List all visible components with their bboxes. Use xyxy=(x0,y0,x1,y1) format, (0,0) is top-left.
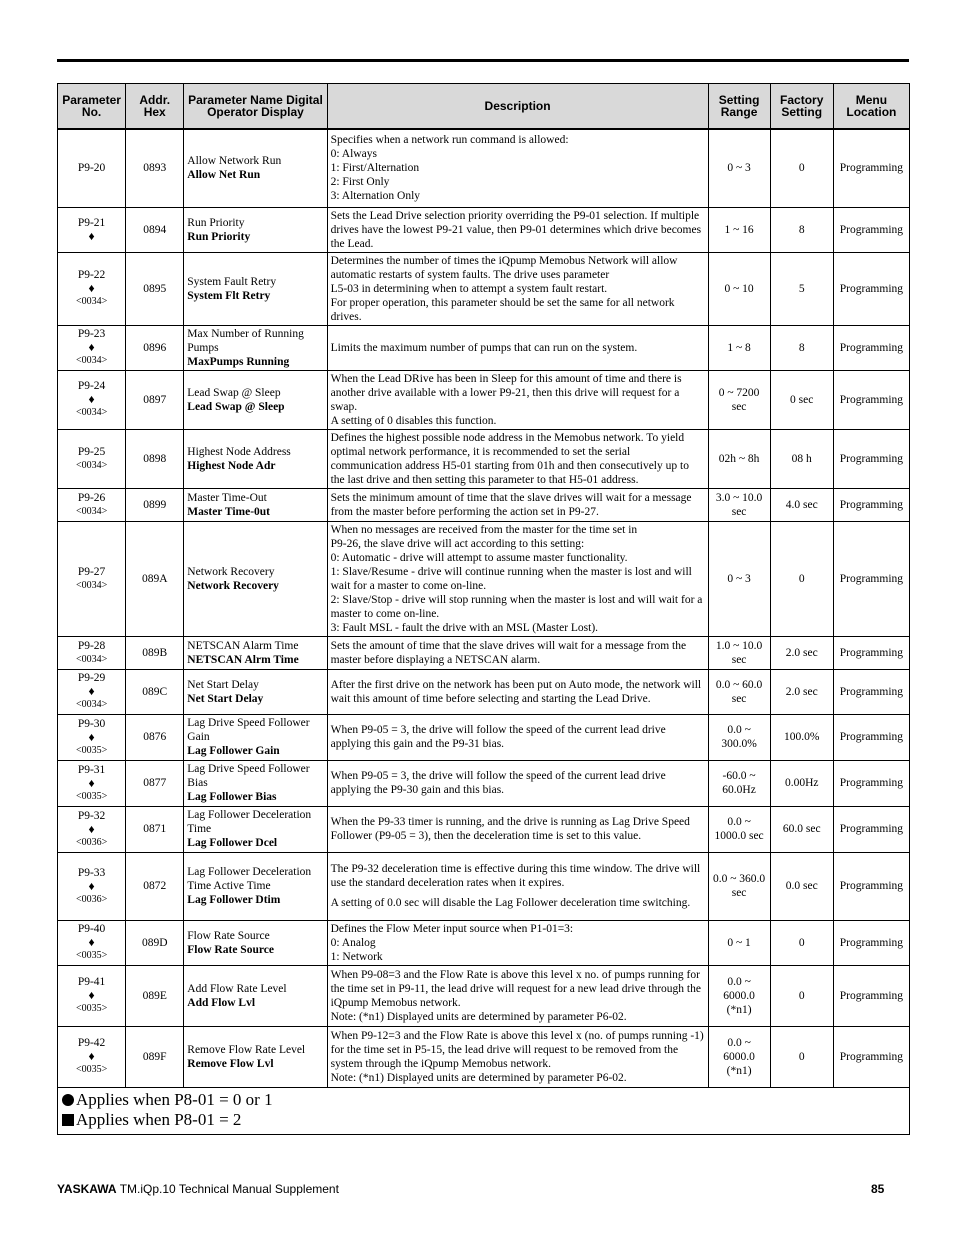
operator-display: Network Recovery xyxy=(187,579,279,592)
table-row xyxy=(58,325,910,370)
description-line: Limits the maximum number of pumps that can run on the system. xyxy=(330,341,638,354)
legend-line-2 xyxy=(62,1110,905,1130)
description-cell xyxy=(327,1026,708,1087)
name-cell xyxy=(184,325,327,370)
param-name: Lead Swap @ Sleep xyxy=(187,386,281,399)
footer-manual-title xyxy=(57,1182,339,1196)
param-cell xyxy=(58,521,126,636)
name-cell xyxy=(184,920,327,965)
param-name: Add Flow Rate Level xyxy=(187,982,287,995)
diamond-icon: ♦ xyxy=(88,775,95,790)
param-number: P9-21 xyxy=(77,217,106,229)
operator-display: Net Start Delay xyxy=(187,692,264,705)
table-row xyxy=(58,965,910,1026)
param-name: Max Number of Running Pumps xyxy=(187,327,304,354)
operator-display: Flow Rate Source xyxy=(187,943,274,956)
param-code: <0036> xyxy=(75,893,108,905)
table-row xyxy=(58,714,910,760)
operator-display: Allow Net Run xyxy=(187,169,261,182)
description-line: A setting of 0.0 sec will disable the Lag Follower deceleration time switching. xyxy=(330,897,691,909)
operator-display: Lag Follower Bias xyxy=(187,791,277,803)
diamond-icon: ♦ xyxy=(88,340,95,354)
description-line: When P9-08=3 and the Flow Rate is above this level x no. of pumps running for the time set in P9-11, the lead drive will request for a new lead drive through the iQpump Memobus network. xyxy=(330,968,701,1009)
operator-display: Lag Follower Gain xyxy=(187,745,280,757)
param-name: Highest Node Address xyxy=(187,445,291,458)
factory-setting-cell: 0 xyxy=(770,1026,833,1087)
param-cell xyxy=(58,714,126,760)
setting-range-cell: 0.0 ~ 6000.0 (*n1) xyxy=(708,1026,770,1087)
param-name: Network Recovery xyxy=(187,565,275,578)
factory-setting-cell: 100.0% xyxy=(770,714,833,760)
addr-cell: 089B xyxy=(126,636,184,669)
param-number: P9-28 xyxy=(77,639,106,652)
param-number: P9-40 xyxy=(77,923,106,935)
footer-brand: YASKAWA xyxy=(57,1182,117,1196)
name-cell xyxy=(184,760,327,806)
header-description: Description xyxy=(327,84,708,130)
menu-location-cell: Programming xyxy=(833,636,909,669)
setting-range-cell: 0 ~ 3 xyxy=(708,521,770,636)
param-number: P9-33 xyxy=(77,866,106,879)
param-cell xyxy=(58,636,126,669)
param-cell xyxy=(58,669,126,714)
param-cell xyxy=(58,370,126,429)
description-cell xyxy=(327,370,708,429)
name-cell xyxy=(184,370,327,429)
table-row xyxy=(58,636,910,669)
factory-setting-cell: 08 h xyxy=(770,429,833,488)
factory-setting-cell: 4.0 sec xyxy=(770,488,833,521)
diamond-icon: ♦ xyxy=(88,229,95,243)
diamond-icon: ♦ xyxy=(88,821,95,836)
table-row xyxy=(58,207,910,252)
name-cell xyxy=(184,488,327,521)
diamond-icon: ♦ xyxy=(88,729,95,744)
menu-location-cell: Programming xyxy=(833,370,909,429)
menu-location-cell: Programming xyxy=(833,207,909,252)
header-addr-hex: Addr. Hex xyxy=(126,84,184,130)
param-number: P9-24 xyxy=(77,380,106,392)
param-name: Flow Rate Source xyxy=(187,929,270,942)
addr-cell: 0876 xyxy=(126,714,184,760)
param-number: P9-20 xyxy=(77,162,106,175)
table-row xyxy=(58,429,910,488)
menu-location-cell: Programming xyxy=(833,429,909,488)
description-line: Defines the Flow Meter input source when P1-01=3: xyxy=(330,922,574,935)
setting-range-cell: 0 ~ 3 xyxy=(708,129,770,207)
name-cell xyxy=(184,429,327,488)
description-cell xyxy=(327,760,708,806)
param-number: P9-27 xyxy=(77,565,106,578)
setting-range-cell: 1 ~ 16 xyxy=(708,207,770,252)
factory-setting-cell: 2.0 sec xyxy=(770,636,833,669)
param-number: P9-41 xyxy=(77,976,106,988)
table-row xyxy=(58,1026,910,1087)
description-line: 0: Always xyxy=(330,148,377,161)
diamond-icon: ♦ xyxy=(88,988,95,1002)
name-cell xyxy=(184,207,327,252)
description-line: Specifies when a network run command is allowed: xyxy=(330,134,569,147)
operator-display: Master Time-0ut xyxy=(187,505,271,518)
legend-line-1 xyxy=(62,1090,905,1110)
param-name: Lag Drive Speed Follower Gain xyxy=(187,717,310,743)
name-cell xyxy=(184,852,327,920)
table-row xyxy=(58,129,910,207)
menu-location-cell: Programming xyxy=(833,806,909,852)
diamond-icon: ♦ xyxy=(88,935,95,949)
operator-display: Highest Node Adr xyxy=(187,459,276,472)
description-cell xyxy=(327,207,708,252)
setting-range-cell: 0 ~ 10 xyxy=(708,252,770,325)
description-line: Defines the highest possible node address in the Memobus network. To yield optimal network performance, it is recommended to set the serial communication address H5-01 starting from 01h and then consecutively up to the last drive and then setting this parameter to that H5-01 address. xyxy=(330,431,689,486)
filled-circle-icon xyxy=(62,1094,74,1106)
addr-cell: 0899 xyxy=(126,488,184,521)
param-cell xyxy=(58,129,126,207)
table-row xyxy=(58,669,910,714)
param-cell xyxy=(58,207,126,252)
description-cell xyxy=(327,806,708,852)
description-cell xyxy=(327,636,708,669)
table-row xyxy=(58,488,910,521)
table-row xyxy=(58,370,910,429)
page-number: 85 xyxy=(871,1182,885,1196)
description-line: 1: Slave/Resume - drive will continue running when the master is lost and will wait for a master to come on-line. xyxy=(330,565,692,592)
param-cell xyxy=(58,325,126,370)
description-cell xyxy=(327,669,708,714)
menu-location-cell: Programming xyxy=(833,852,909,920)
operator-display: Remove Flow Lvl xyxy=(187,1057,274,1070)
header-setting-range: Setting Range xyxy=(708,84,770,130)
param-code: <0034> xyxy=(75,699,108,710)
name-cell xyxy=(184,1026,327,1087)
description-cell xyxy=(327,252,708,325)
footer-title: TM.iQp.10 Technical Manual Supplement xyxy=(116,1182,339,1196)
description-cell xyxy=(327,325,708,370)
param-number: P9-42 xyxy=(77,1037,106,1049)
menu-location-cell: Programming xyxy=(833,521,909,636)
description-line: Sets the Lead Drive selection priority overriding the P9-01 selection. If multiple drives have the lowest P9-21 value, then P9-01 determines which drive becomes the Lead. xyxy=(330,209,702,250)
legend-cell xyxy=(58,1087,910,1134)
operator-display: Lag Follower Dcel xyxy=(187,837,278,849)
description-cell xyxy=(327,429,708,488)
setting-range-cell: 02h ~ 8h xyxy=(708,429,770,488)
param-code: <0035> xyxy=(75,1003,108,1014)
addr-cell: 089C xyxy=(126,669,184,714)
addr-cell: 0872 xyxy=(126,852,184,920)
param-cell xyxy=(58,760,126,806)
param-name: Lag Drive Speed Follower Bias xyxy=(187,763,310,789)
addr-cell: 0896 xyxy=(126,325,184,370)
menu-location-cell: Programming xyxy=(833,252,909,325)
description-cell xyxy=(327,521,708,636)
param-code: <0034> xyxy=(75,355,108,366)
param-name: Remove Flow Rate Level xyxy=(187,1043,306,1056)
factory-setting-cell: 8 xyxy=(770,325,833,370)
description-line: P9-26, the slave drive will act according to this setting: xyxy=(330,537,585,550)
param-cell xyxy=(58,806,126,852)
name-cell xyxy=(184,806,327,852)
description-line: 1: Network xyxy=(330,950,383,963)
description-line: 2: First Only xyxy=(330,176,390,189)
filled-square-icon xyxy=(62,1114,74,1126)
description-line: Determines the number of times the iQpump Memobus Network will allow automatic restarts of system faults. The drive uses parameter xyxy=(330,254,678,281)
menu-location-cell: Programming xyxy=(833,129,909,207)
param-code: <0035> xyxy=(75,790,108,802)
setting-range-cell: 0.0 ~ 60.0 sec xyxy=(708,669,770,714)
param-number: P9-30 xyxy=(77,717,106,730)
addr-cell: 0871 xyxy=(126,806,184,852)
name-cell xyxy=(184,129,327,207)
operator-display: Add Flow Lvl xyxy=(187,996,256,1009)
factory-setting-cell: 0 xyxy=(770,129,833,207)
description-line: 1: First/Alternation xyxy=(330,162,420,175)
menu-location-cell: Programming xyxy=(833,760,909,806)
setting-range-cell: 0 ~ 1 xyxy=(708,920,770,965)
operator-display: Run Priority xyxy=(187,230,251,243)
menu-location-cell: Programming xyxy=(833,325,909,370)
setting-range-cell: 0.0 ~ 300.0% xyxy=(708,714,770,760)
menu-location-cell: Programming xyxy=(833,488,909,521)
operator-display: System Flt Retry xyxy=(187,289,271,302)
description-cell xyxy=(327,920,708,965)
diamond-icon: ♦ xyxy=(88,684,95,698)
description-cell xyxy=(327,488,708,521)
menu-location-cell: Programming xyxy=(833,714,909,760)
legend-text-2: Applies when P8-01 = 2 xyxy=(76,1109,242,1129)
addr-cell: 0898 xyxy=(126,429,184,488)
param-cell xyxy=(58,429,126,488)
description-line: A setting of 0 disables this function. xyxy=(330,414,497,427)
description-cell xyxy=(327,129,708,207)
addr-cell: 089A xyxy=(126,521,184,636)
description-line: When P9-12=3 and the Flow Rate is above this level x (no. of pumps running -1) for the time set in P5-15, the lead drive will request to be removed from the system through the iQpump Memobus network. xyxy=(330,1029,704,1070)
addr-cell: 089F xyxy=(126,1026,184,1087)
table-row xyxy=(58,252,910,325)
param-name: Master Time-Out xyxy=(187,491,267,504)
table-row xyxy=(58,920,910,965)
legend-row xyxy=(58,1087,910,1134)
description-cell xyxy=(327,714,708,760)
param-name: System Fault Retry xyxy=(187,275,277,288)
header-parameter-name: Parameter Name Digital Operator Display xyxy=(184,84,327,130)
addr-cell: 0897 xyxy=(126,370,184,429)
param-name: Lag Follower Deceleration Time Active Time xyxy=(187,866,312,892)
menu-location-cell: Programming xyxy=(833,920,909,965)
param-code: <0035> xyxy=(75,950,108,961)
description-line: 2: Slave/Stop - drive will stop running when the master is lost and will wait for a master to come on-line. xyxy=(330,593,703,620)
description-line: Note: (*n1) Displayed units are determined by parameter P6-02. xyxy=(330,1071,627,1084)
param-cell xyxy=(58,852,126,920)
param-cell xyxy=(58,252,126,325)
legend-text-1: Applies when P8-01 = 0 or 1 xyxy=(76,1089,273,1109)
param-code: <0034> xyxy=(75,505,108,517)
parameter-table xyxy=(57,83,910,1135)
factory-setting-cell: 0.00Hz xyxy=(770,760,833,806)
description-line: When P9-05 = 3, the drive will follow the speed of the current lead drive applying this gain and the P9-31 bias. xyxy=(330,724,666,750)
setting-range-cell: 3.0 ~ 10.0 sec xyxy=(708,488,770,521)
description-cell xyxy=(327,852,708,920)
diamond-icon: ♦ xyxy=(88,1049,95,1063)
param-code: <0034> xyxy=(75,407,108,418)
factory-setting-cell: 2.0 sec xyxy=(770,669,833,714)
operator-display: NETSCAN Alrm Time xyxy=(187,653,299,666)
description-line: Note: (*n1) Displayed units are determined by parameter P6-02. xyxy=(330,1010,627,1023)
setting-range-cell: 0.0 ~ 1000.0 sec xyxy=(708,806,770,852)
diamond-icon: ♦ xyxy=(88,281,95,295)
param-name: Lag Follower Deceleration Time xyxy=(187,809,312,835)
menu-location-cell: Programming xyxy=(833,1026,909,1087)
param-number: P9-29 xyxy=(77,672,106,684)
param-number: P9-32 xyxy=(77,809,106,822)
description-line: The P9-32 deceleration time is effective during this time window. The drive will use the standard deceleration rates when it expires. xyxy=(330,863,701,889)
param-number: P9-25 xyxy=(77,445,106,458)
factory-setting-cell: 8 xyxy=(770,207,833,252)
param-number: P9-22 xyxy=(77,269,106,281)
factory-setting-cell: 0 xyxy=(770,521,833,636)
param-cell xyxy=(58,1026,126,1087)
param-code: <0035> xyxy=(75,744,108,756)
operator-display: Lag Follower Dtim xyxy=(187,894,281,906)
table-row xyxy=(58,521,910,636)
header-parameter-no: Parameter No. xyxy=(58,84,126,130)
param-code: <0034> xyxy=(75,296,108,307)
factory-setting-cell: 5 xyxy=(770,252,833,325)
table-row xyxy=(58,806,910,852)
description-line: 3: Fault MSL - fault the drive with an MSL (Master Lost). xyxy=(330,621,599,634)
addr-cell: 0877 xyxy=(126,760,184,806)
setting-range-cell: 0.0 ~ 360.0 sec xyxy=(708,852,770,920)
param-cell xyxy=(58,920,126,965)
description-line: When the Lead DRive has been in Sleep for this amount of time and there is another drive available with a lower P9-21, then this drive will request for a swap. xyxy=(330,372,682,413)
description-line: 3: Alternation Only xyxy=(330,190,421,203)
param-name: Net Start Delay xyxy=(187,678,259,691)
name-cell xyxy=(184,965,327,1026)
table-row xyxy=(58,852,910,920)
param-number: P9-26 xyxy=(77,491,106,504)
setting-range-cell: 0.0 ~ 6000.0 (*n1) xyxy=(708,965,770,1026)
param-code: <0034> xyxy=(75,459,108,471)
param-number: P9-23 xyxy=(77,328,106,340)
description-line: When P9-05 = 3, the drive will follow the speed of the current lead drive applying the P9-30 gain and this bias. xyxy=(330,770,666,796)
description-line: When no messages are received from the master for the time set in xyxy=(330,523,638,536)
operator-display: Lead Swap @ Sleep xyxy=(187,400,285,413)
param-code: <0034> xyxy=(75,653,108,665)
param-code: <0035> xyxy=(75,1064,108,1075)
setting-range-cell: 0 ~ 7200 sec xyxy=(708,370,770,429)
addr-cell: 0894 xyxy=(126,207,184,252)
setting-range-cell: -60.0 ~ 60.0Hz xyxy=(708,760,770,806)
description-line: 0: Automatic - drive will attempt to assume master functionality. xyxy=(330,551,628,564)
param-name: Run Priority xyxy=(187,216,245,229)
factory-setting-cell: 0.0 sec xyxy=(770,852,833,920)
param-name: NETSCAN Alarm Time xyxy=(187,639,299,652)
table-body xyxy=(58,129,910,1087)
setting-range-cell: 1 ~ 8 xyxy=(708,325,770,370)
factory-setting-cell: 0 xyxy=(770,920,833,965)
table-header-row xyxy=(58,84,910,130)
name-cell xyxy=(184,714,327,760)
addr-cell: 089D xyxy=(126,920,184,965)
setting-range-cell: 1.0 ~ 10.0 sec xyxy=(708,636,770,669)
name-cell xyxy=(184,252,327,325)
top-rule xyxy=(57,59,909,62)
param-code: <0036> xyxy=(75,836,108,848)
name-cell xyxy=(184,636,327,669)
diamond-icon: ♦ xyxy=(88,392,95,406)
factory-setting-cell: 0 xyxy=(770,965,833,1026)
description-line: Sets the amount of time that the slave drives will wait for a message from the master before displaying a NETSCAN alarm. xyxy=(330,639,687,666)
menu-location-cell: Programming xyxy=(833,965,909,1026)
diamond-icon: ♦ xyxy=(88,878,95,893)
table-row xyxy=(58,760,910,806)
description-line: When the P9-33 timer is running, and the drive is running as Lag Drive Speed Follower (P9-05 = 3), then the deceleration time is set to this value. xyxy=(330,816,690,842)
description-line: 0: Analog xyxy=(330,936,376,949)
param-cell xyxy=(58,488,126,521)
name-cell xyxy=(184,521,327,636)
addr-cell: 089E xyxy=(126,965,184,1026)
description-line: L5-03 in determining when to attempt a system fault restart. xyxy=(330,282,608,295)
factory-setting-cell: 60.0 sec xyxy=(770,806,833,852)
description-line: For proper operation, this parameter should be set the same for all network drives. xyxy=(330,296,675,323)
description-line: After the first drive on the network has been put on Auto mode, the network will wait this amount of time before selecting and starting the Lead Drive. xyxy=(330,678,702,705)
param-name: Allow Network Run xyxy=(187,155,282,168)
operator-display: MaxPumps Running xyxy=(187,355,290,368)
param-number: P9-31 xyxy=(77,763,106,776)
header-menu-location: Menu Location xyxy=(833,84,909,130)
description-line: Sets the minimum amount of time that the slave drives will wait for a message from the master before performing the action set in P9-27. xyxy=(330,491,692,518)
param-code: <0034> xyxy=(75,579,108,591)
name-cell xyxy=(184,669,327,714)
param-cell xyxy=(58,965,126,1026)
header-factory-setting: Factory Setting xyxy=(770,84,833,130)
description-cell xyxy=(327,965,708,1026)
addr-cell: 0895 xyxy=(126,252,184,325)
menu-location-cell: Programming xyxy=(833,669,909,714)
addr-cell: 0893 xyxy=(126,129,184,207)
factory-setting-cell: 0 sec xyxy=(770,370,833,429)
